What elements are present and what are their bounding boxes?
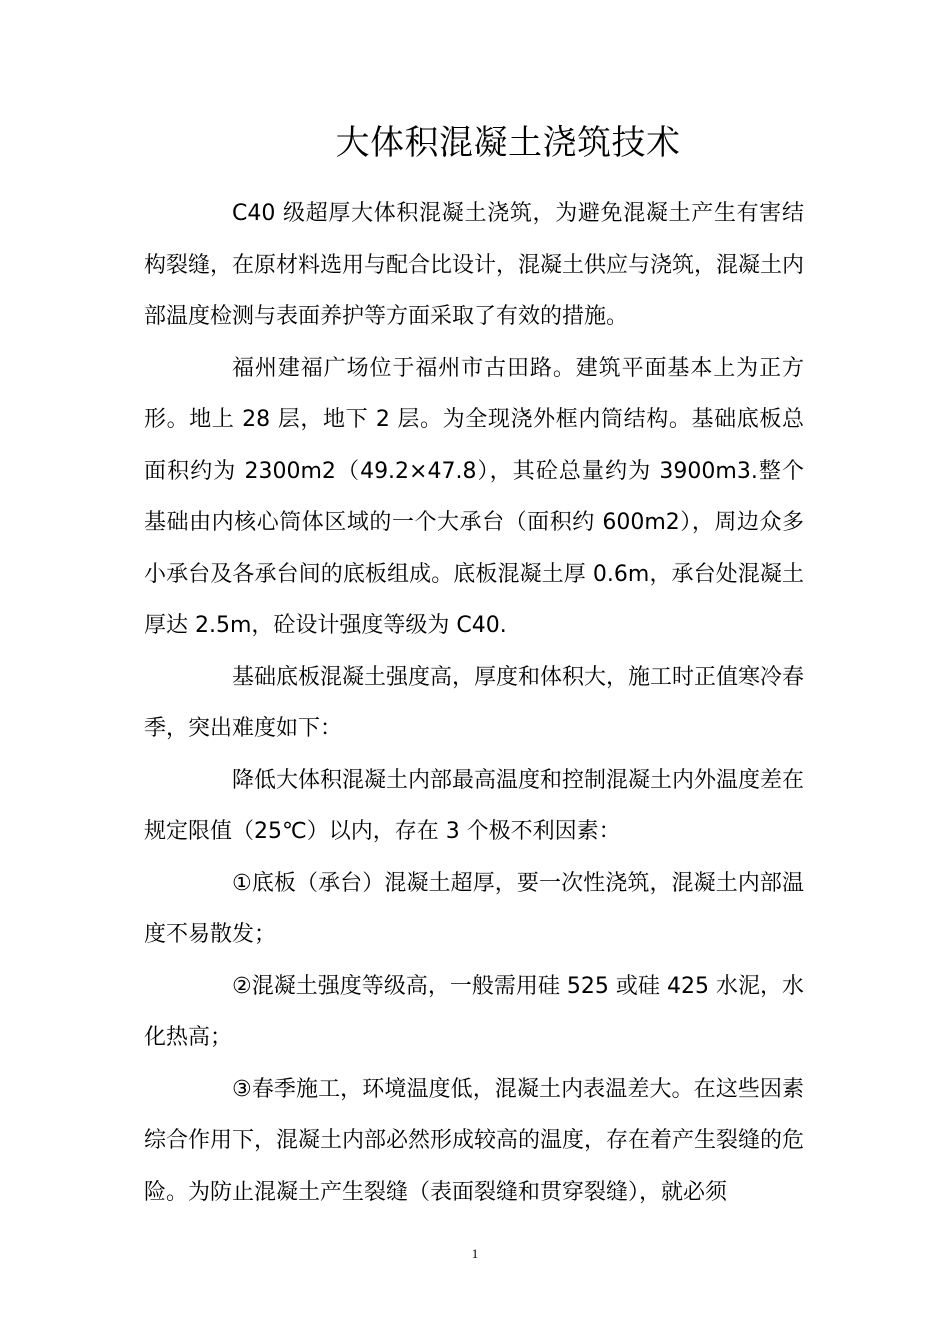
- paragraph-factor-1: ①底板（承台）混凝土超厚，要一次性浇筑，混凝土内部温度不易散发；: [144, 870, 804, 947]
- paragraph-factor-2: ②混凝土强度等级高，一般需用硅 525 或硅 425 水泥，水化热高；: [144, 973, 804, 1050]
- paragraph-factor-3: ③春季施工，环境温度低，混凝土内表温差大。在这些因素综合作用下，混凝土内部必然形成较高的温度，存在着产生裂缝的危险。为防止混凝土产生裂缝（表面裂缝和贯穿裂缝），就必须: [144, 1076, 805, 1205]
- paragraph-temperature-control: 降低大体积混凝土内部最高温度和控制混凝土内外温度差在规定限值（25℃）以内，存在 3 个极不利因素：: [144, 767, 805, 844]
- paragraph-project-overview: 福州建福广场位于福州市古田路。建筑平面基本上为正方形。地上 28 层，地下 2 层。为全现浇外框内筒结构。基础底板总面积约为 2300m2（49.2×47.8），其砼总量约为 3900m3.整个基础由内核心筒体区域的一个大承台（面积约 600m2），周边众多小承台及各承台间的底板组成。底板混凝土厚 0.6m，承台处混凝土厚达 2.5m，砼设计强度等级为 C40.: [144, 355, 804, 638]
- paragraph-intro: C40 级超厚大体积混凝土浇筑，为避免混凝土产生有害结构裂缝，在原材料选用与配合比设计，混凝土供应与浇筑，混凝土内部温度检测与表面养护等方面采取了有效的措施。: [144, 201, 805, 329]
- page-number: 1: [471, 1246, 479, 1261]
- document-title: 大体积混凝土浇筑技术: [335, 123, 681, 163]
- paragraph-difficulties: 基础底板混凝土强度高，厚度和体积大，施工时正值寒冷春季，突出难度如下：: [144, 664, 805, 741]
- document-body: [144, 188, 804, 1218]
